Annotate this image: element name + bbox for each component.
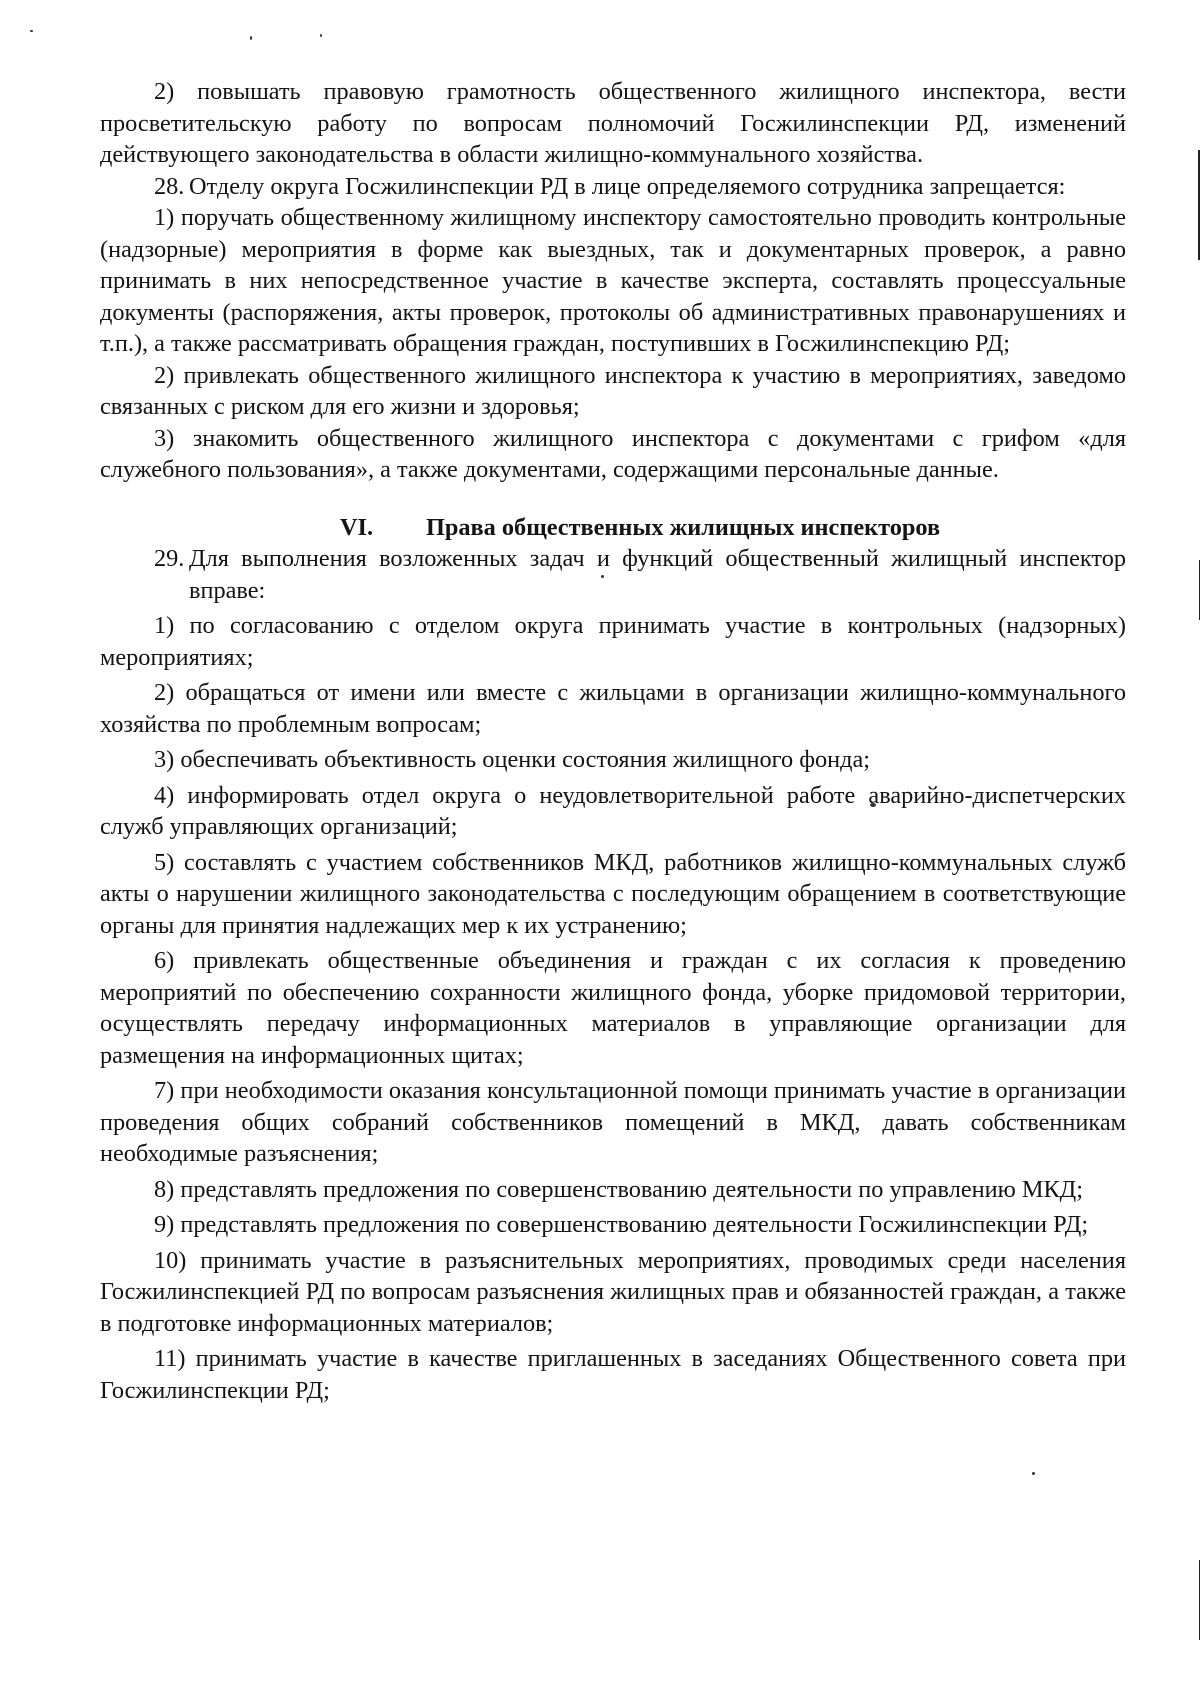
list-item: 6) привлекать общественные объединения и граждан с их согласия к проведению мероприятий по обеспечению сохранности жилищного фонда, уборке придомовой территории, осуществлять передачу информационных материалов в управляющие организации для размещения на информационных щитах;	[100, 947, 1126, 1069]
list-item: 7) при необходимости оказания консультационной помощи принимать участие в организации проведения общих собраний собственников помещений в МКД, давать собственникам необходимые разъяснения;	[100, 1077, 1126, 1167]
scan-speck	[30, 30, 33, 32]
list-item: 2) обращаться от имени или вместе с жильцами в организации жилищно-коммунального хозяйства по проблемным вопросам;	[100, 679, 1126, 738]
scan-speck	[1032, 1472, 1035, 1475]
list-item: 10) принимать участие в разъяснительных мероприятиях, проводимых среди населения Госжилинспекцией РД по вопросам разъяснения жилищных прав и обязанностей граждан, а также в подготовке информационных материалов;	[100, 1246, 1126, 1337]
list-item: 2) привлекать общественного жилищного инспектора к участию в мероприятиях, заведомо связанных с риском для его жизни и здоровья;	[100, 361, 1126, 420]
list-item: 3) обеспечивать объективность оценки состояния жилищного фонда;	[154, 746, 871, 773]
list-item: 9) представлять предложения по совершенствованию деятельности Госжилинспекции РД;	[154, 1211, 1089, 1238]
paragraph: 2) повышать правовую грамотность общественного жилищного инспектора, вести просветительскую работу по вопросам полномочий Госжилинспекции РД, изменений действующего законодательства в области жилищно-коммунального хозяйства.	[100, 78, 1126, 168]
clause-text: Отделу округа Госжилинспекции РД в лице определяемого сотрудника запрещается:	[189, 172, 1066, 200]
scan-speck	[320, 34, 322, 37]
list-item: 8) представлять предложения по совершенствованию деятельности по управлению МКД;	[154, 1175, 1083, 1203]
document-body	[100, 76, 1126, 1406]
list-item: 4) информировать отдел округа о неудовлетворительной работе аварийно-диспетчерских служб управляющих организаций;	[100, 781, 1126, 840]
clause-text: Для выполнения возложенных задач и функций общественный жилищный инспектор вправе:	[189, 545, 1126, 604]
clause-28	[100, 171, 1126, 203]
list-item: 5) составлять с участием собственников МКД, работников жилищно-коммунальных служб акты о нарушении жилищного законодательства с последующим обращением в соответствующие органы для принятия надлежащих мер к их устранению;	[100, 848, 1126, 939]
clause-number: 29.	[154, 545, 185, 572]
section-number: VI.	[340, 513, 374, 541]
list-item: 3) знакомить общественного жилищного инспектора с документами с грифом «для служебного пользования», а также документами, содержащими персональные данные.	[100, 424, 1126, 483]
section-title: Права общественных жилищных инспекторов	[426, 513, 941, 541]
list-item: 1) по согласованию с отделом округа принимать участие в контрольных (надзорных) мероприятиях;	[100, 612, 1126, 671]
clause-29	[100, 543, 1126, 606]
clause-number: 28.	[154, 172, 185, 200]
scan-speck	[250, 36, 252, 40]
list-item: 11) принимать участие в качестве приглашенных в заседаниях Общественного совета при Госжилинспекции РД;	[100, 1345, 1126, 1404]
section-heading	[100, 512, 1126, 544]
list-item: 1) поручать общественному жилищному инспектору самостоятельно проводить контрольные (надзорные) мероприятия в форме как выездных, так и документарных проверок, а равно принимать в них непосредственное участие в качестве эксперта, составлять процессуальные документы (распоряжения, акты проверок, протоколы об административных правонарушениях и т.п.), а также рассматривать обращения граждан, поступивших в Госжилинспекцию РД;	[100, 204, 1126, 357]
